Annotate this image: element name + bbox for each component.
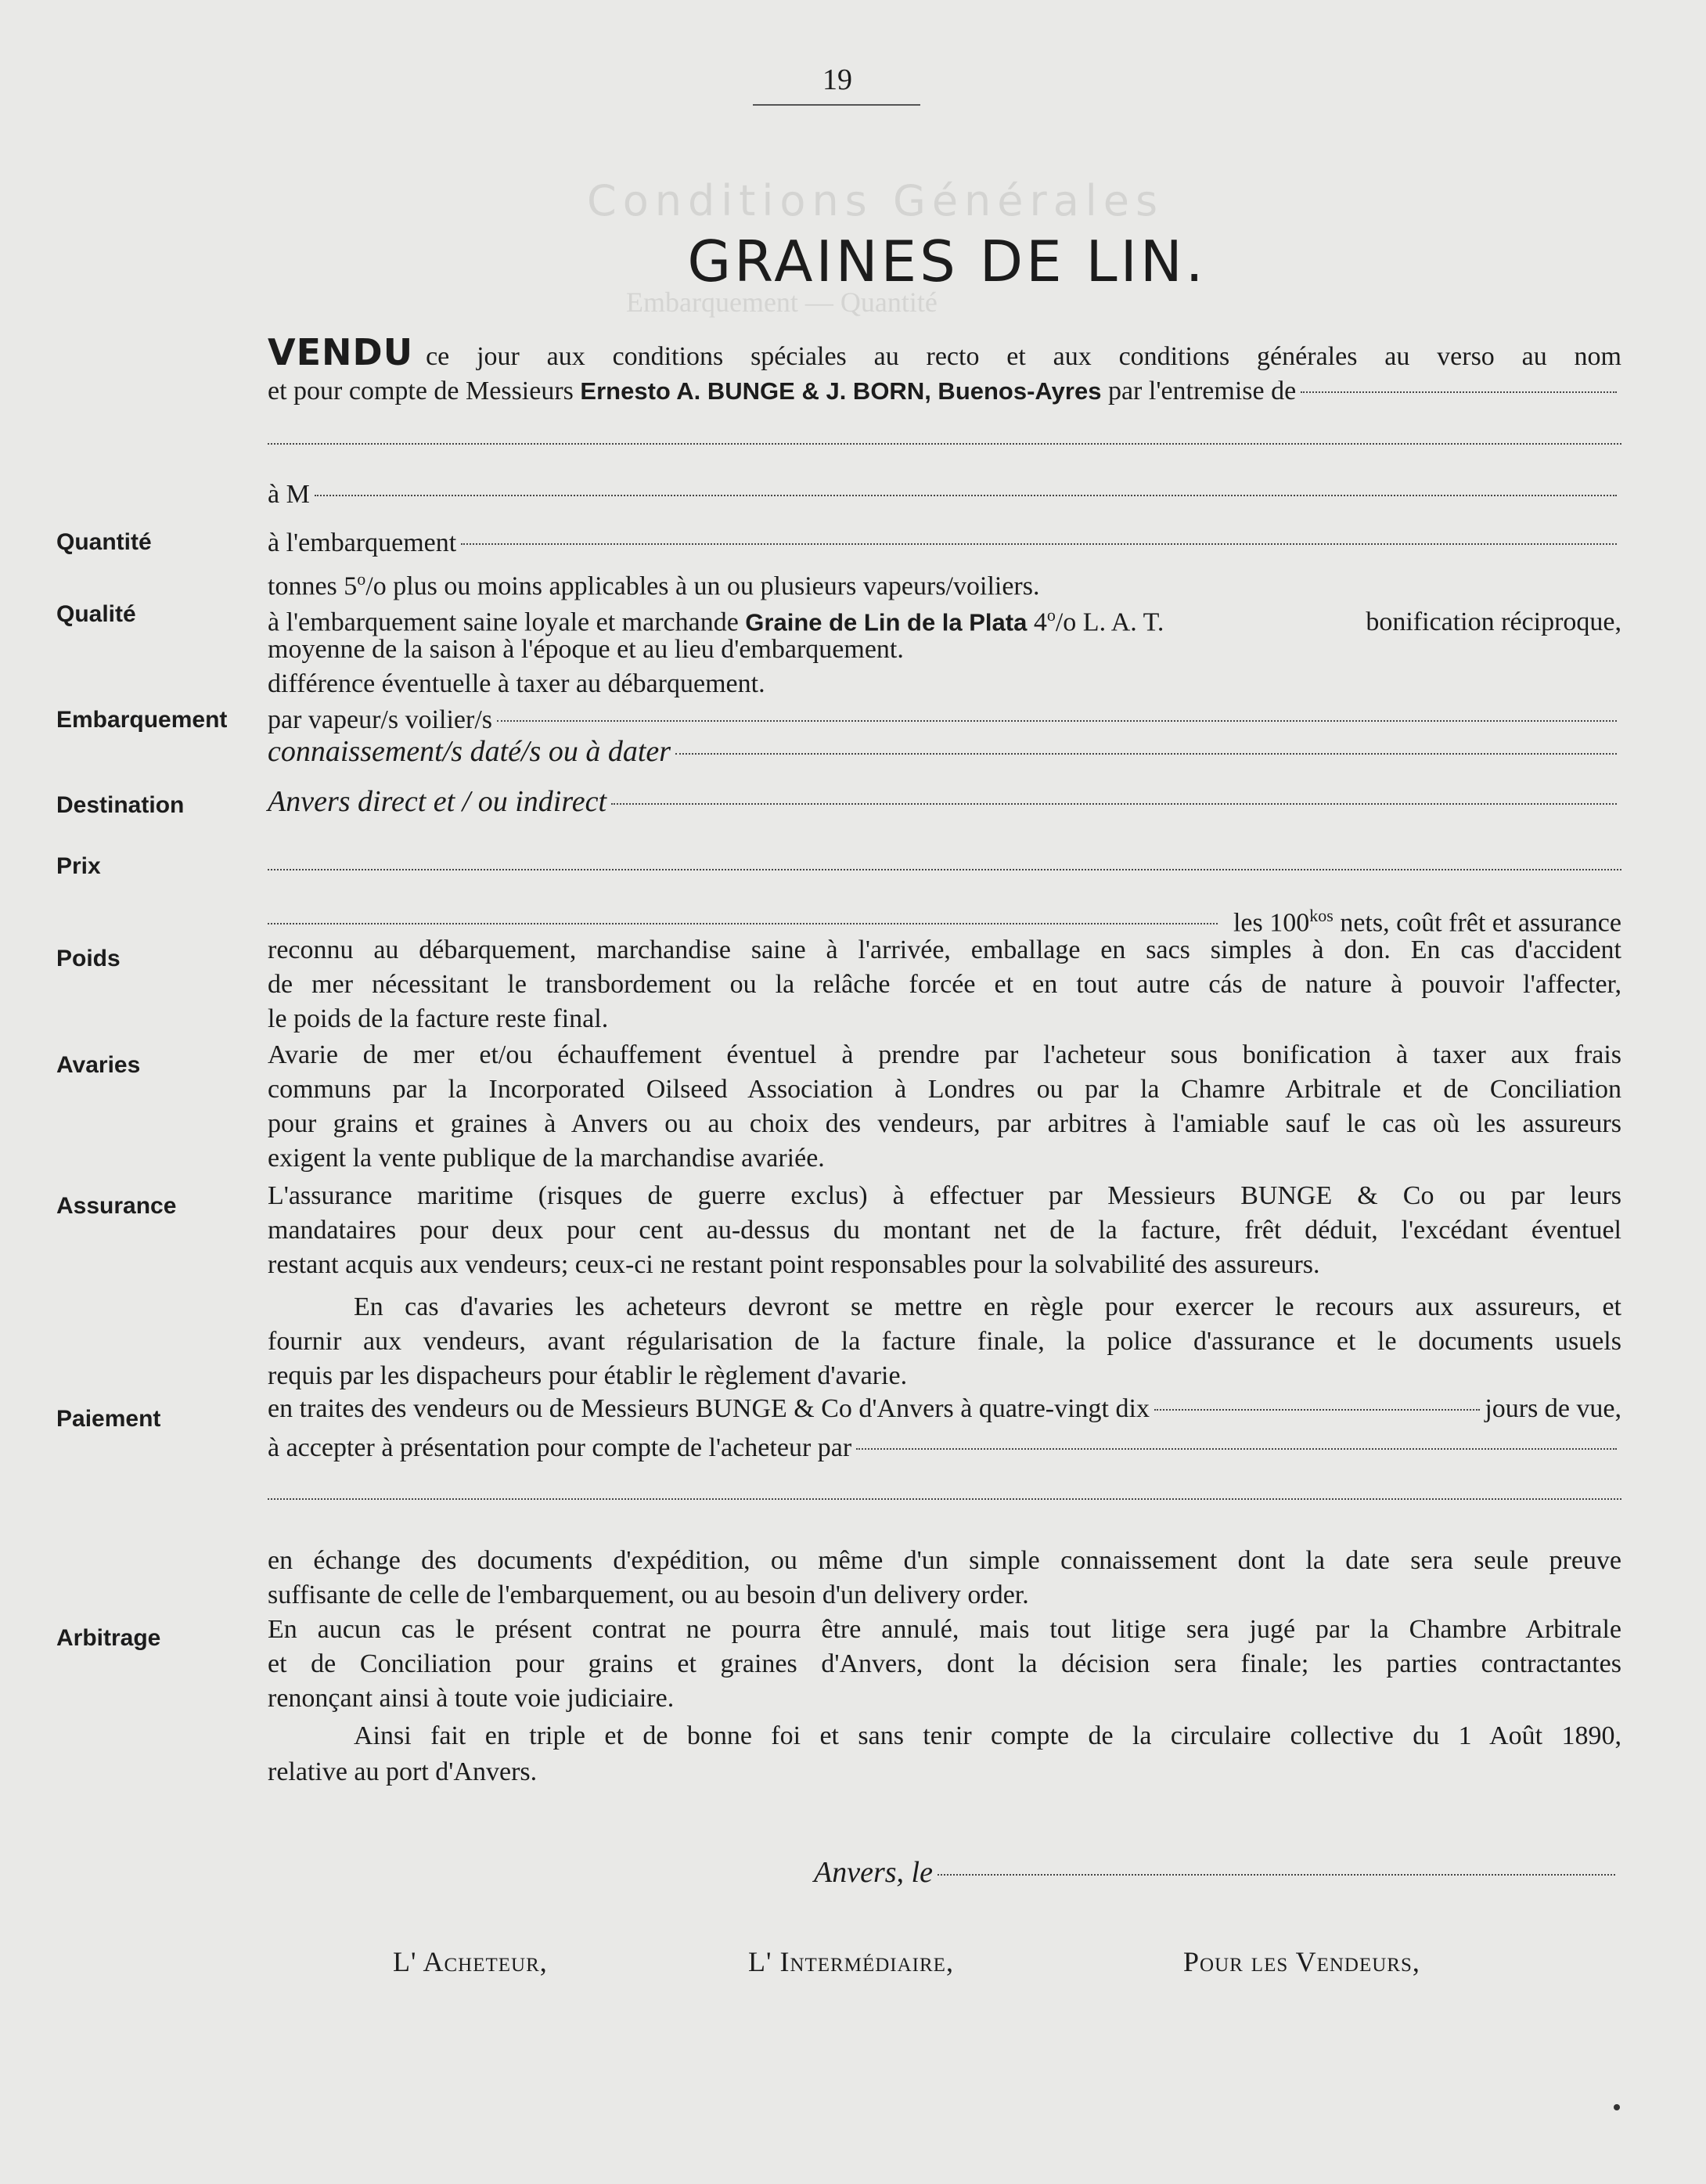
intro-line-2: [268, 374, 1621, 409]
embarquement-text-2: connaissement/s daté/s ou à dater: [268, 735, 671, 768]
bill-of-lading-blank[interactable]: [675, 753, 1617, 755]
blank-line[interactable]: [268, 443, 1621, 445]
price-blank-line[interactable]: [268, 869, 1621, 870]
embarquement-text-1: par vapeur/s voilier/s: [268, 705, 493, 734]
embarquement-line-2: [268, 734, 1621, 769]
quantite-text-2b: /o plus ou moins applicables à un ou plusieurs vapeurs/voiliers.: [365, 571, 1040, 601]
paiement-text-1a: en traites des vendeurs ou de Messieurs BUNGE & Co d'Anvers à quatre-vingt dix: [268, 1394, 1150, 1423]
arbitrage-line-5: relative au port d'Anvers.: [268, 1757, 538, 1786]
assurance-line-3: restant acquis aux vendeurs; ceux-ci ne restant point responsables pour la solvabilité des assureurs.: [268, 1250, 1320, 1279]
qualite-text-1c: bonification réciproque,: [1366, 607, 1621, 637]
destination-text: Anvers direct et / ou indirect: [268, 785, 607, 818]
qualite-line-3: différence éventuelle à taxer au débarquement.: [268, 669, 765, 698]
poids-line-3: le poids de la facture reste final.: [268, 1004, 609, 1033]
page-number: 19: [822, 63, 852, 96]
payment-term-blank[interactable]: [1154, 1409, 1480, 1411]
vessel-blank[interactable]: [497, 720, 1617, 722]
arbitrage-line-4: Ainsi fait en triple et de bonne foi et sans tenir compte de la circulaire collective du 1 Août 1890,: [354, 1721, 1621, 1750]
assurance-line-4: En cas d'avaries les acheteurs devront se mettre en règle pour exercer le recours aux assureurs, et: [354, 1292, 1621, 1321]
label-destination: Destination: [56, 792, 185, 818]
paiement-text-2: à accepter à présentation pour compte de l'acheteur par: [268, 1433, 852, 1462]
avaries-line-2: communs par la Incorporated Oilseed Association à Londres ou par la Chamre Arbitrale et de Conciliation: [268, 1075, 1621, 1104]
poids-line-1: reconnu au débarquement, marchandise saine à l'arrivée, emballage en sacs simples à don. En cas d'accident: [268, 935, 1621, 964]
prix-text-b: nets, coût frêt et assurance: [1340, 908, 1621, 938]
buyer-blank[interactable]: [315, 495, 1617, 496]
paiement-line-2: [268, 1431, 1621, 1465]
avaries-line-3: pour grains et graines à Anvers ou au choix des vendeurs, par arbitres à l'amiable sauf le cas où les assureurs: [268, 1109, 1621, 1138]
acceptor-blank[interactable]: [856, 1448, 1617, 1450]
intro-text-2b: par l'entremise de: [1107, 377, 1297, 405]
qualite-grain-name: Graine de Lin de la Plata: [745, 608, 1028, 636]
date-blank[interactable]: [938, 1874, 1615, 1876]
label-qualite: Qualité: [56, 601, 136, 627]
label-poids: Poids: [56, 946, 121, 971]
broker-blank[interactable]: [1301, 391, 1617, 393]
paiement-line-3: en échange des documents d'expédition, ou même d'un simple connaissement dont la date sera seule preuve: [268, 1546, 1621, 1575]
destination-line-1: [268, 784, 1621, 819]
assurance-line-6: requis par les dispacheurs pour établir le règlement d'avarie.: [268, 1361, 908, 1390]
arbitrage-line-3: renonçant ainsi à toute voie judiciaire.: [268, 1684, 675, 1713]
embarquement-line-1: [268, 703, 1621, 737]
avaries-line-4: exigent la vente publique de la marchandise avariée.: [268, 1144, 825, 1173]
quantity-blank[interactable]: [461, 543, 1617, 545]
arbitrage-line-2: et de Conciliation pour grains et graines d'Anvers, dont la décision sera finale; les parties contractantes: [268, 1649, 1621, 1678]
destination-blank[interactable]: [611, 803, 1617, 805]
place-date-line: [814, 1855, 1620, 1890]
label-quantite: Quantité: [56, 529, 152, 555]
label-embarquement: Embarquement: [56, 707, 228, 733]
intro-text-2a: et pour compte de Messieurs: [268, 377, 574, 405]
qualite-line-2: moyenne de la saison à l'époque et au lieu d'embarquement.: [268, 635, 904, 664]
intro-line-am: [268, 478, 1621, 512]
assurance-line-5: fournir aux vendeurs, avant régularisation de la facture finale, la police d'assurance et le documents usuels: [268, 1327, 1621, 1356]
quantite-sup: o: [357, 569, 366, 589]
poids-line-2: de mer nécessitant le transbordement ou la relâche forcée et en tout autre cás de nature à pouvoir l'affecter,: [268, 970, 1621, 999]
quantite-line-1: [268, 526, 1621, 560]
prix-sup: kos: [1309, 906, 1333, 925]
qualite-text-1b: /o L. A. T.: [1055, 607, 1164, 637]
label-prix: Prix: [56, 853, 101, 879]
signature-broker: L' Intermédiaire,: [748, 1946, 954, 1977]
arbitrage-line-1: En aucun cas le présent contrat ne pourra être annulé, mais tout litige sera jugé par la Chambre Arbitrale: [268, 1615, 1621, 1644]
paiement-line-1: [268, 1392, 1621, 1426]
prix-text-a: les 100: [1233, 908, 1310, 938]
label-arbitrage: Arbitrage: [56, 1625, 161, 1651]
quantite-text-1: à l'embarquement: [268, 528, 457, 557]
bleed-through-heading: Conditions Générales: [587, 176, 1164, 225]
avaries-line-1: Avarie de mer et/ou échauffement éventuel à prendre par l'acheteur sous bonification à taxer aux frais: [268, 1040, 1621, 1069]
sellers-name: Ernesto A. BUNGE & J. BORN, Buenos-Ayres: [580, 377, 1102, 405]
paiement-line-4: suffisante de celle de l'embarquement, ou au besoin d'un delivery order.: [268, 1580, 1029, 1609]
qualite-sup: o: [1046, 605, 1056, 625]
ink-dot: [1614, 2104, 1620, 2110]
assurance-line-1: L'assurance maritime (risques de guerre exclus) à effectuer par Messieurs BUNGE & Co ou par leurs: [268, 1181, 1621, 1210]
label-avaries: Avaries: [56, 1052, 141, 1078]
page-number-rule: [753, 104, 920, 106]
assurance-line-2: mandataires pour deux pour cent au-dessus du montant net de la facture, frêt déduit, l'excédant éventuel: [268, 1216, 1621, 1245]
page-title: GRAINES DE LIN.: [687, 229, 1207, 294]
intro-line-1: [268, 331, 1621, 374]
bleed-through-subheading: Embarquement — Quantité: [626, 287, 938, 318]
paiement-text-1b: jours de vue,: [1485, 1394, 1621, 1423]
label-paiement: Paiement: [56, 1406, 161, 1432]
vendu-heading: VENDU: [268, 331, 414, 373]
a-m-label: à M: [268, 480, 310, 509]
label-assurance: Assurance: [56, 1193, 177, 1219]
signature-sellers: Pour les Vendeurs,: [1183, 1946, 1420, 1977]
qualite-pct: 4: [1033, 607, 1047, 637]
intro-text-1: ce jour aux conditions spéciales au recto et aux conditions générales au verso au nom: [426, 342, 1621, 371]
signature-buyer: L' Acheteur,: [393, 1946, 548, 1977]
price-blank[interactable]: [268, 923, 1218, 924]
acceptor-blank-line[interactable]: [268, 1498, 1621, 1500]
place-date-label: Anvers, le: [814, 1856, 933, 1889]
qualite-text-1a: à l'embarquement saine loyale et marchande: [268, 607, 739, 637]
quantite-text-2a: tonnes 5: [268, 571, 358, 601]
